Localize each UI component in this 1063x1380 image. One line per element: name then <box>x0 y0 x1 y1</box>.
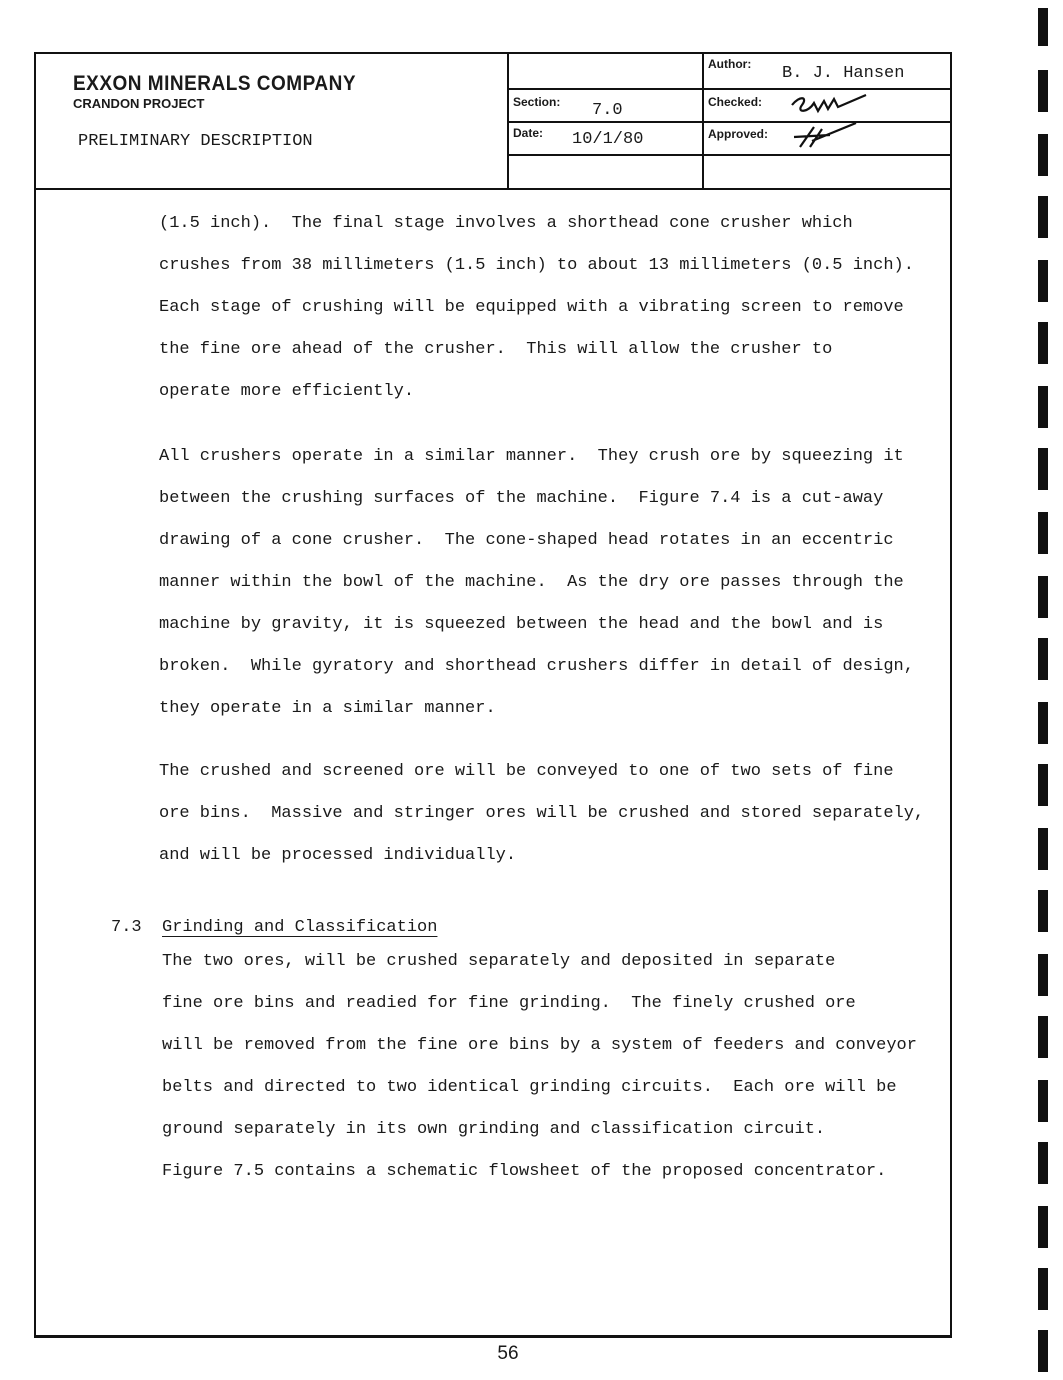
document-type: PRELIMINARY DESCRIPTION <box>78 132 313 151</box>
text-line: ore bins. Massive and stringer ores will be crushed and stored separately, <box>159 804 925 823</box>
text-line: broken. While gyratory and shorthead crushers differ in detail of design, <box>159 657 914 676</box>
binding-mark <box>1038 576 1048 618</box>
binding-mark <box>1038 954 1048 996</box>
approved-signature <box>790 121 860 151</box>
section-label: Section: <box>513 95 561 109</box>
binding-mark <box>1038 890 1048 932</box>
text-line: ground separately in its own grinding and classification circuit. <box>162 1120 826 1139</box>
text-line: and will be processed individually. <box>159 846 517 865</box>
text-line: between the crushing surfaces of the machine. Figure 7.4 is a cut-away <box>159 489 884 508</box>
text-line: manner within the bowl of the machine. As the dry ore passes through the <box>159 573 904 592</box>
header-row-line-3 <box>507 154 950 156</box>
binding-mark <box>1038 1142 1048 1184</box>
text-line: The crushed and screened ore will be conveyed to one of two sets of fine <box>159 762 894 781</box>
header-row-line-2 <box>507 121 950 123</box>
binding-mark <box>1038 196 1048 238</box>
binding-mark <box>1038 386 1048 428</box>
text-line: All crushers operate in a similar manner. They crush ore by squeezing it <box>159 447 904 466</box>
text-line: Each stage of crushing will be equipped with a vibrating screen to remove <box>159 298 904 317</box>
paragraph-grinding <box>162 941 952 1193</box>
binding-mark <box>1038 764 1048 806</box>
binding-mark <box>1038 1016 1048 1058</box>
text-line: belts and directed to two identical grinding circuits. Each ore will be <box>162 1078 897 1097</box>
document-body <box>36 190 950 1335</box>
company-name: EXXON MINERALS COMPANY <box>73 72 357 96</box>
text-line: (1.5 inch). The final stage involves a shorthead cone crusher which <box>159 214 853 233</box>
project-name: CRANDON PROJECT <box>73 96 205 111</box>
text-line: they operate in a similar manner. <box>159 699 496 718</box>
page-number: 56 <box>497 1343 519 1364</box>
text-line: machine by gravity, it is squeezed between the head and the bowl and is <box>159 615 884 634</box>
binding-mark <box>1038 638 1048 680</box>
binding-mark <box>1038 1330 1048 1372</box>
paragraph-ore-bins <box>159 751 949 877</box>
text-line: the fine ore ahead of the crusher. This will allow the crusher to <box>159 340 833 359</box>
text-line: Figure 7.5 contains a schematic flowsheet of the proposed concentrator. <box>162 1162 887 1181</box>
page-frame <box>34 52 952 1338</box>
binding-mark <box>1038 70 1048 112</box>
binding-mark <box>1038 1268 1048 1310</box>
section-value: 7.0 <box>592 101 623 120</box>
binding-mark <box>1038 8 1048 46</box>
text-line: drawing of a cone crusher. The cone-shaped head rotates in an eccentric <box>159 531 894 550</box>
binding-mark <box>1038 134 1048 176</box>
binding-mark <box>1038 828 1048 870</box>
date-value: 10/1/80 <box>572 130 644 149</box>
binding-mark <box>1038 1080 1048 1122</box>
approved-label: Approved: <box>708 127 768 141</box>
checked-signature <box>788 91 870 119</box>
binding-mark <box>1038 322 1048 364</box>
header-row-line-1 <box>507 88 950 90</box>
paragraph-crushing-stages <box>159 203 949 413</box>
text-line: operate more efficiently. <box>159 382 415 401</box>
author-label: Author: <box>708 57 752 71</box>
binding-mark <box>1038 1206 1048 1248</box>
binding-mark <box>1038 512 1048 554</box>
text-line: crushes from 38 millimeters (1.5 inch) to about 13 millimeters (0.5 inch). <box>159 256 914 275</box>
binding-mark <box>1038 702 1048 744</box>
document-header <box>36 54 950 190</box>
paragraph-crusher-operation <box>159 436 949 730</box>
binding-mark <box>1038 260 1048 302</box>
section-heading: Grinding and Classification <box>162 918 438 937</box>
checked-label: Checked: <box>708 95 763 109</box>
text-line: will be removed from the fine ore bins by a system of feeders and conveyor <box>162 1036 917 1055</box>
binding-mark <box>1038 448 1048 490</box>
text-line: fine ore bins and readied for fine grinding. The finely crushed ore <box>162 994 856 1013</box>
author-value: B. J. Hansen <box>782 64 905 83</box>
section-number: 7.3 <box>111 918 142 937</box>
date-label: Date: <box>513 126 544 140</box>
text-line: The two ores, will be crushed separately and deposited in separate <box>162 952 836 971</box>
